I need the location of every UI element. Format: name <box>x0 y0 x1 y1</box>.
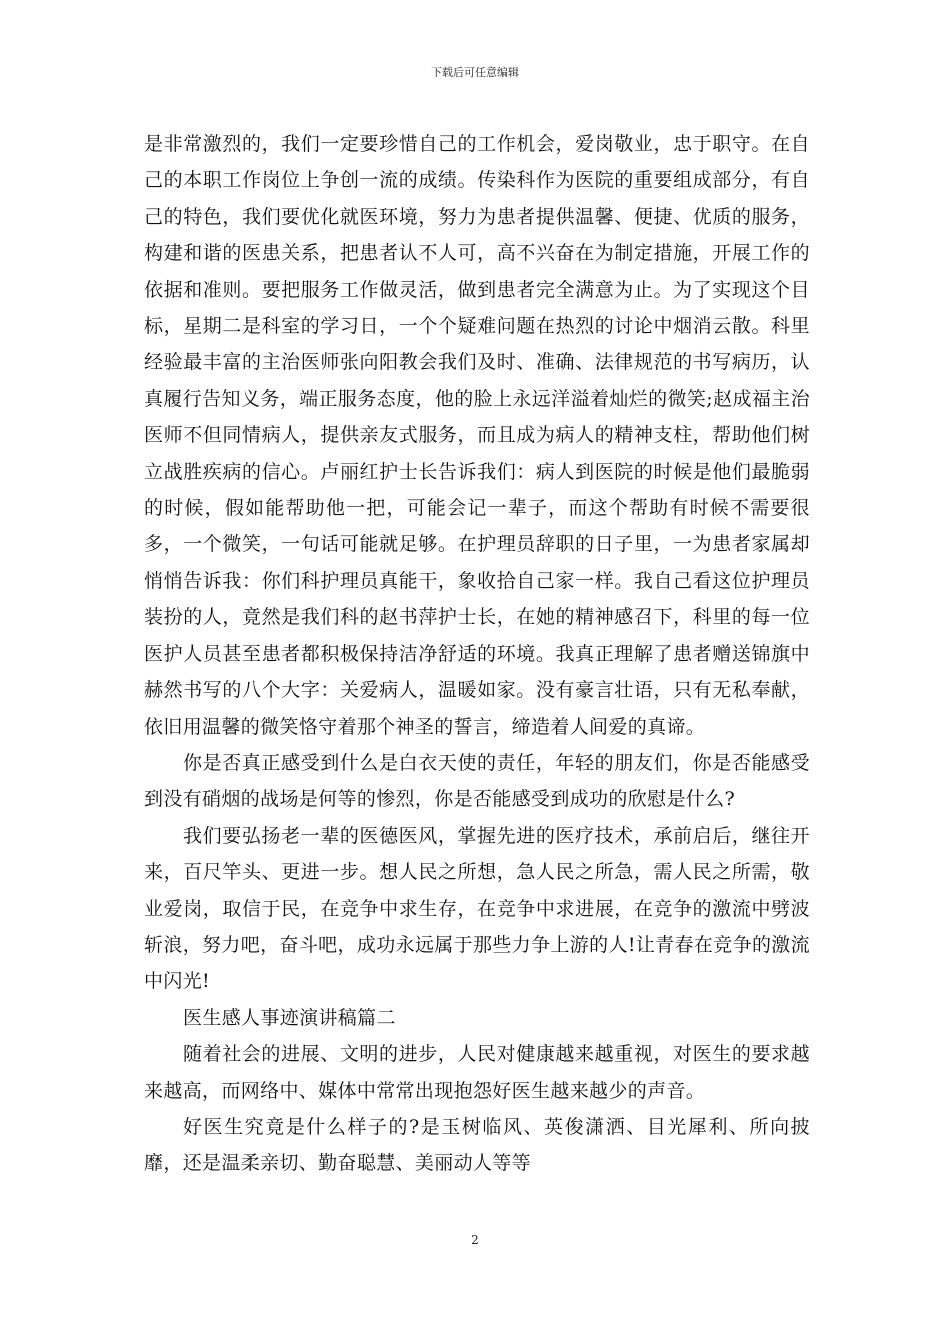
document-body <box>144 126 810 1182</box>
paragraph-1: 是非常激烈的，我们一定要珍惜自己的工作机会，爱岗敬业，忠于职守。在自己的本职工作岗位上争创一流的成绩。传染科作为医院的重要组成部分，有自己的特色，我们要优化就医环境，努力为患者提供温馨、便捷、优质的服务，构建和谐的医患关系，把患者认不人可，高不兴奋在为制定措施，开展工作的依据和准则。要把服务工作做灵活，做到患者完全满意为止。为了实现这个目标，星期二是科室的学习日，一个个疑难问题在热烈的讨论中烟消云散。科里经验最丰富的主治医师张向阳教会我们及时、准确、法律规范的书写病历，认真履行告知义务，端正服务态度，他的脸上永远洋溢着灿烂的微笑;赵成福主治医师不但同情病人，提供亲友式服务，而且成为病人的精神支柱，帮助他们树立战胜疾病的信心。卢丽红护士长告诉我们：病人到医院的时候是他们最脆弱的时候，假如能帮助他一把，可能会记一辈子，而这个帮助有时候不需要很多，一个微笑，一句话可能就足够。在护理员辞职的日子里，一为患者家属却悄悄告诉我：你们科护理员真能干，象收拾自己家一样。我自己看这位护理员装扮的人，竟然是我们科的赵书萍护士长，在她的精神感召下，科里的每一位医护人员甚至患者都积极保持洁净舒适的环境。我真正理解了患者赠送锦旗中赫然书写的八个大字：关爱病人，温暖如家。没有豪言壮语，只有无私奉献，依旧用温馨的微笑恪守着那个神圣的誓言，缔造着人间爱的真谛。 <box>144 133 810 738</box>
paragraph-4: 随着社会的进展、文明的进步，人民对健康越来越重视，对医生的要求越来越高，而网络中、媒体中常常出现抱怨好医生越来越少的声音。 <box>144 1043 810 1102</box>
paragraph-3: 我们要弘扬老一辈的医德医风，掌握先进的医疗技术，承前启后，继往开来，百尺竿头、更进一步。想人民之所想，急人民之所急，需人民之所需，敬业爱岗，取信于民，在竞争中求生存，在竞争中求进展，在竞争的激流中劈波斩浪，努力吧，奋斗吧，成功永远属于那些力争上游的人!让青春在竞争的激流中闪光! <box>144 824 810 993</box>
paragraph-5: 好医生究竟是什么样子的?是玉树临风、英俊潇洒、目光犀利、所向披靡，还是温柔亲切、勤奋聪慧、美丽动人等等 <box>144 1115 810 1175</box>
section-heading: 医生感人事迹演讲稿篇二 <box>183 1006 396 1029</box>
page-header: 下载后可任意编辑 <box>431 66 519 79</box>
page-number: 2 <box>471 1233 479 1247</box>
paragraph-2: 你是否真正感受到什么是白衣天使的责任，年轻的朋友们，你是否能感受到没有硝烟的战场是何等的惨烈，你是否能感受到成功的欣慰是什么? <box>144 751 810 811</box>
